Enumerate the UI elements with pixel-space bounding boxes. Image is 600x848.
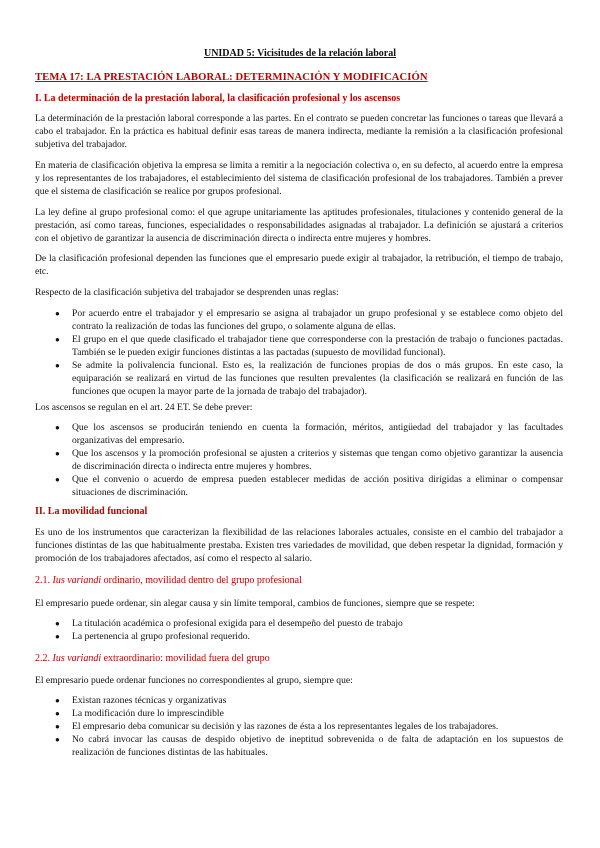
list-item-text: Que los ascensos se producirán teniendo en cuenta la formación, méritos, antigüedad del trabajador y las facultades organizativas del empresario. — [72, 422, 563, 446]
bullet-icon: ● — [55, 735, 60, 744]
list-item-text: Existan razones técnicas y organizativas — [72, 695, 227, 706]
list-item-text: Se admite la polivalencia funcional. Esto es, la realización de funciones propias de dos o más grupos. En este caso, la equiparación se realizará en virtud de las funciones que resulten prevalentes (la clasificación se realizará en función de las funciones que ocupen la mayor parte de la jornada de trabajo del trabajador). — [72, 360, 563, 397]
list-item-text: La modificación dure lo imprescindible — [72, 708, 224, 719]
bullet-icon: ● — [55, 475, 60, 484]
subsection-italic-term: Ius variandi — [52, 575, 102, 586]
list-item — [35, 447, 563, 473]
subsection-title-rest: extraordinario: movilidad fuera del grupo — [101, 653, 270, 664]
list-item-text: Que el convenio o acuerdo de empresa pueden establecer medidas de acción positiva dirigidas a eliminar o compensar situaciones de discriminación. — [72, 474, 563, 498]
bullet-icon: ● — [55, 709, 60, 718]
bullet-icon: ● — [55, 309, 60, 318]
subsection-2-1-list — [35, 617, 563, 643]
section-1-paragraph-4: De la clasificación profesional dependen las funciones que el empresario puede exigir al trabajador, la retribución, el tiempo de trabajo, etc. — [35, 253, 563, 277]
subsection-2-1-paragraph: El empresario puede ordenar, sin alegar causa y sin límite temporal, cambios de funciones, siempre que se respete: — [35, 598, 475, 609]
list-item — [35, 720, 563, 733]
bullet-icon: ● — [55, 423, 60, 432]
subsection-2-2-title — [35, 652, 563, 665]
list-item-text: La titulación académica o profesional exigida para el desempeño del puesto de trabajo — [72, 618, 403, 629]
list-item — [35, 359, 563, 398]
unit-title: UNIDAD 5: Vicisitudes de la relación laboral — [203, 48, 397, 59]
section-1-paragraph-1: La determinación de la prestación laboral corresponde a las partes. En el contrato se pueden concretar las funciones o tareas que llevará a cabo el trabajador. En la práctica es habitual definir esas tareas de manera indirecta, mediante la remisión a la clasificación profesional subjetiva del trabajador. — [35, 113, 563, 150]
list-item — [35, 630, 563, 643]
tema-title: TEMA 17: LA PRESTACIÓN LABORAL: DETERMINACIÓN Y MODIFICACIÓN — [35, 72, 428, 83]
subsection-number: 2.2. — [35, 653, 53, 664]
bullet-icon: ● — [55, 361, 60, 370]
list-item — [35, 733, 563, 759]
section-2-title: II. La movilidad funcional — [35, 506, 148, 517]
list-item — [35, 421, 563, 447]
subsection-number: 2.1. — [35, 575, 53, 586]
bullet-icon: ● — [55, 696, 60, 705]
subsection-title-rest: ordinario, movilidad dentro del grupo profesional — [101, 575, 302, 586]
list-item-text: El empresario deba comunicar su decisión y las razones de ésta a los representantes legales de los trabajadores. — [72, 721, 499, 732]
rules-list — [35, 307, 563, 398]
bullet-icon: ● — [55, 632, 60, 641]
list-item — [35, 333, 563, 359]
list-item — [35, 617, 563, 630]
subsection-2-1-title — [35, 574, 563, 587]
section-1-paragraph-3: La ley define al grupo profesional como: el que agrupe unitariamente las aptitudes profesionales, titulaciones y contenido general de la prestación, así como tareas, funciones, especialidades o responsabilidades asignadas al trabajador. La definición se ajustará a criterios con el objetivo de garantizar la ausencia de discriminación directa o indirecta entre mujeres y hombres. — [35, 207, 563, 244]
list-item-text: La pertenencia al grupo profesional requerido. — [72, 631, 250, 642]
subsection-2-2-paragraph: El empresario puede ordenar funciones no correspondientes al grupo, siempre que: — [35, 675, 353, 686]
list-item — [35, 694, 563, 707]
bullet-icon: ● — [55, 335, 60, 344]
ascensos-list — [35, 421, 563, 499]
section-1-title: I. La determinación de la prestación laboral, la clasificación profesional y los ascensos — [35, 93, 401, 104]
section-1-paragraph-6: Los ascensos se regulan en el art. 24 ET. Se debe prever: — [35, 402, 253, 413]
section-1-paragraph-2: En materia de clasificación objetiva la empresa se limita a remitir a la negociación colectiva o, en su defecto, al acuerdo entre la empresa y los representantes de los trabajadores, el establecimiento del sistema de clasificación profesional de los trabajadores. También a prever que el sistema de clasificación se realice por grupos profesional. — [35, 160, 563, 197]
list-item-text: Que los ascensos y la promoción profesional se ajusten a criterios y sistemas que tengan como objetivo garantizar la ausencia de discriminación directa o indirecta entre mujeres y hombres. — [72, 448, 563, 472]
list-item-text: El grupo en el que quede clasificado el trabajador tiene que corresponderse con la prestación de trabajo o funciones pactadas. También se le pueden exigir funciones distintas a las pactadas (supuesto de movilidad funcional). — [72, 334, 563, 358]
list-item-text: No cabrá invocar las causas de despido objetivo de ineptitud sobrevenida o de falta de adaptación en los supuestos de realización de funciones distintas de las habituales. — [72, 734, 563, 758]
subsection-2-2-list — [35, 694, 563, 759]
list-item — [35, 473, 563, 499]
bullet-icon: ● — [55, 619, 60, 628]
bullet-icon: ● — [55, 449, 60, 458]
bullet-icon: ● — [55, 722, 60, 731]
list-item — [35, 707, 563, 720]
list-item — [35, 307, 563, 333]
list-item-text: Por acuerdo entre el trabajador y el empresario se asigna al trabajador un grupo profesional y se establece como objeto del contrato la realización de todas las funciones del grupo, o solamente alguna de ellas. — [72, 308, 563, 332]
section-1-paragraph-5: Respecto de la clasificación subjetiva del trabajador se desprenden unas reglas: — [35, 287, 339, 298]
section-2-paragraph-1: Es uno de los instrumentos que caracterizan la flexibilidad de las relaciones laborales actuales, consiste en el cambio del trabajador a funciones distintas de las que habitualmente prestaba. Existen tres variedades de movilidad, que deben respetar la dignidad, formación y promoción de los trabajadores afectados, así como el respecto al salario. — [35, 527, 563, 564]
subsection-italic-term: Ius variandi — [52, 653, 102, 664]
